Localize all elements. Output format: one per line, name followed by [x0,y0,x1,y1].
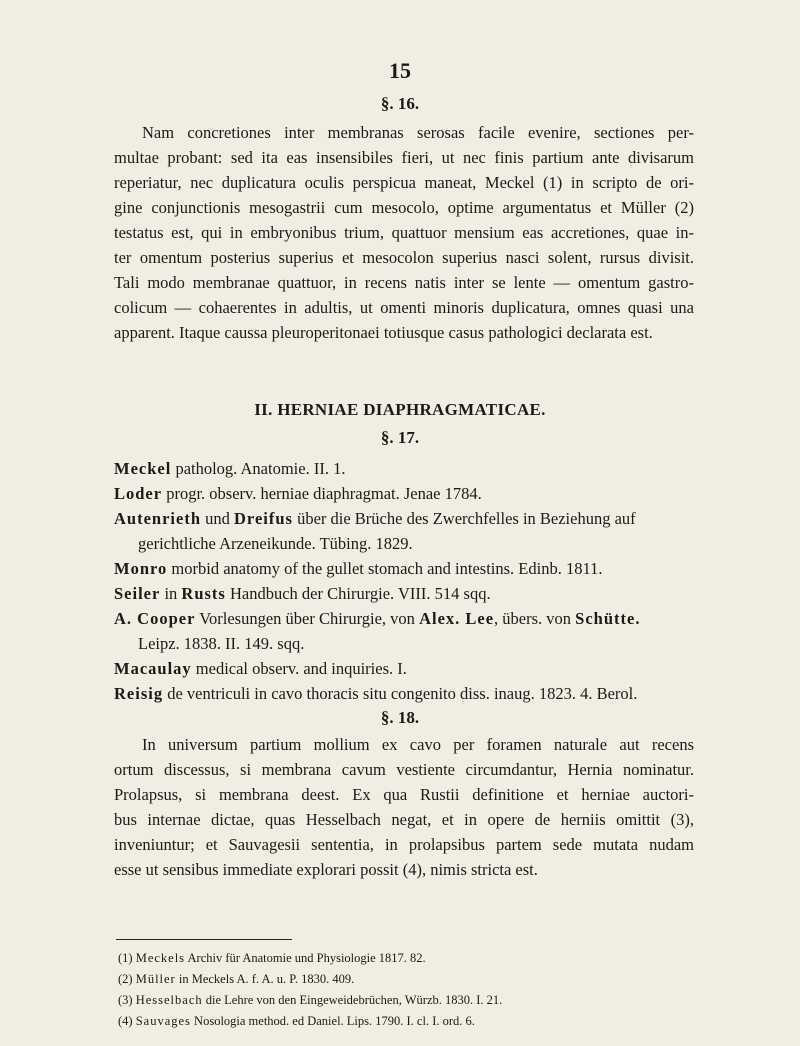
footnote-number: (2) [118,972,133,986]
section-17-mark: §. 17. [380,428,420,447]
footnote-number: (1) [118,951,133,965]
text-line: ter omentum posterius superius et mesocolon superius nasci solent, rursus divisit. [114,248,694,267]
ref-author: Rusts [181,584,226,603]
footnote-author: Meckels [135,951,186,965]
ref-text: Vorlesungen über Chirurgie, von [195,609,420,628]
text-line: colicum — cohaerentes in adultis, ut omenti minoris duplicatura, omnes quasi una [114,298,694,317]
ref-text: über die Brüche des Zwerchfelles in Beziehung auf [292,509,636,528]
bibliography-list [114,456,714,706]
reference-entry [114,681,714,706]
page-number: 15 [389,58,411,83]
reference-continuation: Leipz. 1838. II. 149. sqq. [138,634,305,653]
ref-text: und [201,509,234,528]
chapter-heading: II. HERNIAE DIAPHRAGMATICAE. [254,400,546,419]
ref-author: Macaulay [114,659,192,678]
footnote [118,948,718,969]
text-line: multae probant: sed ita eas insensibiles fieri, ut nec finis partium ante divisarum [114,148,694,167]
footnote-author: Müller [135,972,176,986]
footnote-text: die Lehre von den Eingeweidebrüchen, Würzb. 1830. I. 21. [202,993,503,1007]
reference-entry [114,556,714,581]
text-line: Tali modo membranae quattuor, in recens natis inter se lente — omentum gastro- [114,273,694,292]
text-line: esse ut sensibus immediate explorari possit (4), nimis stricta est. [114,860,538,879]
text-line: bus internae dictae, quas Hesselbach negat, et in opere de herniis omittit (3), [114,810,694,829]
footnote [118,1011,718,1032]
section-18-mark: §. 18. [380,708,420,727]
reference-entry [114,506,714,531]
footnote-text: Nosologia method. ed Daniel. Lips. 1790. I. cl. I. ord. 6. [190,1014,475,1028]
text-line: testatus est, qui in embryonibus trium, quattuor mensium eas accretiones, quae in- [114,223,694,242]
footnote-author: Hesselbach [135,993,203,1007]
footnotes [118,948,718,1032]
section-16-mark: §. 16. [380,94,420,113]
ref-author: A. Cooper [114,609,196,628]
ref-text: de ventriculi in cavo thoracis situ congenito diss. inaug. 1823. 4. Berol. [163,684,638,703]
footnote-text: Archiv für Anatomie und Physiologie 1817. 82. [185,951,426,965]
ref-text: medical observ. and inquiries. I. [191,659,407,678]
footnote-divider [116,939,292,940]
reference-entry [114,606,714,631]
text-line: inveniuntur; et Sauvagesii sententia, in prolapsibus partem sede mutata nudam [114,835,694,854]
footnote [118,990,718,1011]
ref-author: Loder [114,484,163,503]
ref-text: , übers. von [494,609,576,628]
text-line: gine conjunctionis mesogastrii cum mesocolo, optime argumentatus et Müller (2) [114,198,694,217]
ref-author: Monro [114,559,168,578]
text-line: Prolapsus, si membrana deest. Ex qua Rustii definitione et herniae auctori- [114,785,694,804]
ref-text: Handbuch der Chirurgie. VIII. 514 sqq. [225,584,491,603]
text-line: In universum partium mollium ex cavo per foramen naturale aut recens [142,735,694,754]
text-line: ortum discessus, si membrana cavum vestiente circumdantur, Hernia nominatur. [114,760,694,779]
reference-entry [114,456,714,481]
footnote-text: in Meckels A. f. A. u. P. 1830. 409. [175,972,355,986]
text-line: apparent. Itaque caussa pleuroperitonaei totiusque casus pathologici declarata est. [114,323,653,342]
reference-entry [114,656,714,681]
text-line: reperiatur, nec duplicatura oculis perspicua maneat, Meckel (1) in scripto de ori- [114,173,694,192]
ref-author: Alex. Lee [419,609,495,628]
ref-author: Reisig [114,684,164,703]
ref-author: Schütte. [575,609,641,628]
ref-text: progr. observ. herniae diaphragmat. Jenae 1784. [162,484,482,503]
ref-text: patholog. Anatomie. II. 1. [171,459,346,478]
text-line: Nam concretiones inter membranas serosas facile evenire, sectiones per- [142,123,694,142]
footnote-number: (4) [118,1014,133,1028]
ref-author: Meckel [114,459,172,478]
footnote [118,969,718,990]
ref-author: Autenrieth [114,509,201,528]
footnote-author: Sauvages [135,1014,191,1028]
section-18-paragraph [114,732,694,882]
section-16-paragraph [114,120,694,345]
ref-text: morbid anatomy of the gullet stomach and intestins. Edinb. 1811. [167,559,603,578]
reference-continuation: gerichtliche Arzeneikunde. Tübing. 1829. [138,534,413,553]
footnote-number: (3) [118,993,133,1007]
reference-entry [114,581,714,606]
ref-author: Dreifus [234,509,293,528]
reference-entry [114,481,714,506]
ref-text: in [160,584,182,603]
ref-author: Seiler [114,584,161,603]
